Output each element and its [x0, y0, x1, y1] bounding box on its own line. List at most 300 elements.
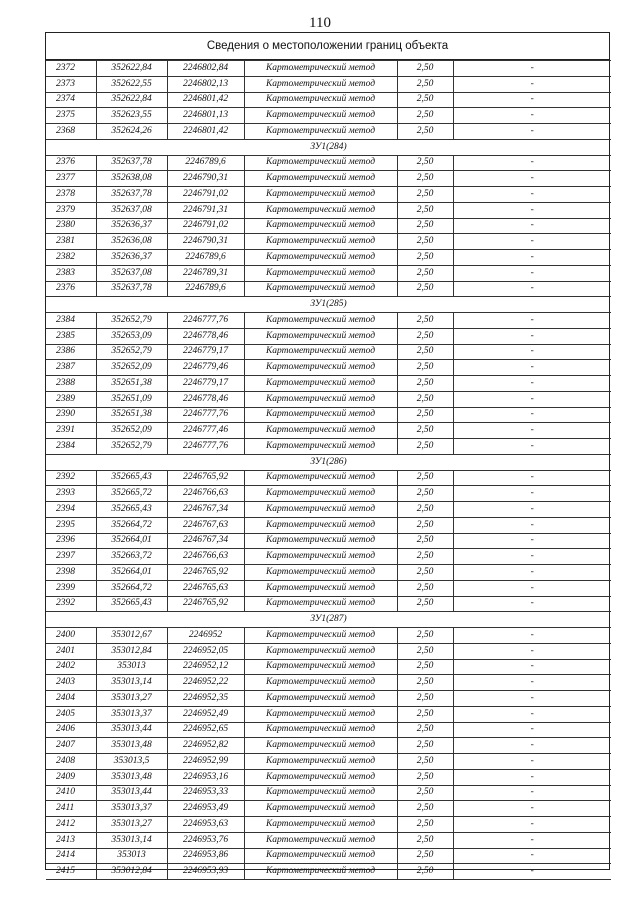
- x-coordinate-cell: 352637,78: [96, 187, 167, 203]
- y-coordinate-cell: 2246952: [167, 628, 244, 644]
- table-row: [46, 470, 611, 486]
- method-cell: Картометрический метод: [244, 801, 397, 817]
- x-coordinate-cell: 352664,01: [96, 533, 167, 549]
- table-row: [46, 706, 611, 722]
- boundary-points-body: [46, 61, 611, 880]
- description-cell: -: [453, 124, 611, 140]
- boundary-points-table: [46, 60, 611, 880]
- x-coordinate-cell: 352622,84: [96, 92, 167, 108]
- method-cell: Картометрический метод: [244, 155, 397, 171]
- y-coordinate-cell: 2246779,17: [167, 344, 244, 360]
- point-number-cell: 2406: [46, 722, 96, 738]
- section-label: ЗУ1(287): [46, 612, 611, 628]
- method-cell: Картометрический метод: [244, 328, 397, 344]
- x-coordinate-cell: 352665,43: [96, 502, 167, 518]
- accuracy-cell: 2,50: [397, 580, 453, 596]
- y-coordinate-cell: 2246952,22: [167, 675, 244, 691]
- accuracy-cell: 2,50: [397, 832, 453, 848]
- accuracy-cell: 2,50: [397, 423, 453, 439]
- x-coordinate-cell: 353013,5: [96, 754, 167, 770]
- description-cell: -: [453, 517, 611, 533]
- description-cell: -: [453, 502, 611, 518]
- y-coordinate-cell: 2246778,46: [167, 391, 244, 407]
- point-number-cell: 2409: [46, 769, 96, 785]
- x-coordinate-cell: 352638,08: [96, 171, 167, 187]
- method-cell: Картометрический метод: [244, 439, 397, 455]
- x-coordinate-cell: 353013,27: [96, 691, 167, 707]
- point-number-cell: 2394: [46, 502, 96, 518]
- section-header-row: [46, 139, 611, 155]
- table-row: [46, 565, 611, 581]
- y-coordinate-cell: 2246953,86: [167, 848, 244, 864]
- x-coordinate-cell: 352665,43: [96, 596, 167, 612]
- accuracy-cell: 2,50: [397, 124, 453, 140]
- description-cell: -: [453, 486, 611, 502]
- description-cell: -: [453, 376, 611, 392]
- description-cell: -: [453, 848, 611, 864]
- y-coordinate-cell: 2246766,63: [167, 486, 244, 502]
- y-coordinate-cell: 2246953,16: [167, 769, 244, 785]
- y-coordinate-cell: 2246952,82: [167, 738, 244, 754]
- x-coordinate-cell: 353012,84: [96, 643, 167, 659]
- accuracy-cell: 2,50: [397, 565, 453, 581]
- method-cell: Картометрический метод: [244, 832, 397, 848]
- point-number-cell: 2384: [46, 313, 96, 329]
- accuracy-cell: 2,50: [397, 187, 453, 203]
- description-cell: -: [453, 738, 611, 754]
- method-cell: Картометрический метод: [244, 218, 397, 234]
- description-cell: -: [453, 61, 611, 77]
- table-row: [46, 785, 611, 801]
- table-row: [46, 391, 611, 407]
- point-number-cell: 2376: [46, 281, 96, 297]
- description-cell: -: [453, 533, 611, 549]
- description-cell: -: [453, 470, 611, 486]
- x-coordinate-cell: 352663,72: [96, 549, 167, 565]
- description-cell: -: [453, 250, 611, 266]
- accuracy-cell: 2,50: [397, 533, 453, 549]
- point-number-cell: 2374: [46, 92, 96, 108]
- point-number-cell: 2381: [46, 234, 96, 250]
- method-cell: Картометрический метод: [244, 124, 397, 140]
- y-coordinate-cell: 2246801,42: [167, 92, 244, 108]
- y-coordinate-cell: 2246953,33: [167, 785, 244, 801]
- method-cell: Картометрический метод: [244, 76, 397, 92]
- y-coordinate-cell: 2246791,02: [167, 218, 244, 234]
- section-label: ЗУ1(285): [46, 297, 611, 313]
- x-coordinate-cell: 352652,79: [96, 344, 167, 360]
- accuracy-cell: 2,50: [397, 108, 453, 124]
- accuracy-cell: 2,50: [397, 691, 453, 707]
- y-coordinate-cell: 2246952,05: [167, 643, 244, 659]
- table-row: [46, 832, 611, 848]
- table-row: [46, 407, 611, 423]
- x-coordinate-cell: 352664,72: [96, 517, 167, 533]
- x-coordinate-cell: 352624,26: [96, 124, 167, 140]
- method-cell: Картометрический метод: [244, 848, 397, 864]
- y-coordinate-cell: 2246790,31: [167, 171, 244, 187]
- y-coordinate-cell: 2246766,63: [167, 549, 244, 565]
- table-row: [46, 738, 611, 754]
- point-number-cell: 2392: [46, 470, 96, 486]
- description-cell: -: [453, 628, 611, 644]
- x-coordinate-cell: 352636,37: [96, 218, 167, 234]
- description-cell: -: [453, 313, 611, 329]
- method-cell: Картометрический метод: [244, 281, 397, 297]
- table-row: [46, 313, 611, 329]
- description-cell: -: [453, 722, 611, 738]
- y-coordinate-cell: 2246777,76: [167, 407, 244, 423]
- table-row: [46, 423, 611, 439]
- accuracy-cell: 2,50: [397, 407, 453, 423]
- accuracy-cell: 2,50: [397, 738, 453, 754]
- x-coordinate-cell: 353013,48: [96, 738, 167, 754]
- y-coordinate-cell: 2246953,49: [167, 801, 244, 817]
- method-cell: Картометрический метод: [244, 376, 397, 392]
- x-coordinate-cell: 352651,38: [96, 376, 167, 392]
- accuracy-cell: 2,50: [397, 155, 453, 171]
- y-coordinate-cell: 2246767,63: [167, 517, 244, 533]
- table-row: [46, 218, 611, 234]
- description-cell: -: [453, 864, 611, 880]
- y-coordinate-cell: 2246801,13: [167, 108, 244, 124]
- y-coordinate-cell: 2246765,92: [167, 596, 244, 612]
- table-row: [46, 643, 611, 659]
- y-coordinate-cell: 2246791,02: [167, 187, 244, 203]
- y-coordinate-cell: 2246952,99: [167, 754, 244, 770]
- description-cell: -: [453, 202, 611, 218]
- description-cell: -: [453, 706, 611, 722]
- accuracy-cell: 2,50: [397, 864, 453, 880]
- y-coordinate-cell: 2246765,92: [167, 470, 244, 486]
- section-header-row: [46, 297, 611, 313]
- description-cell: -: [453, 832, 611, 848]
- method-cell: Картометрический метод: [244, 738, 397, 754]
- x-coordinate-cell: 353013: [96, 659, 167, 675]
- y-coordinate-cell: 2246791,31: [167, 202, 244, 218]
- method-cell: Картометрический метод: [244, 92, 397, 108]
- accuracy-cell: 2,50: [397, 313, 453, 329]
- accuracy-cell: 2,50: [397, 61, 453, 77]
- description-cell: -: [453, 281, 611, 297]
- accuracy-cell: 2,50: [397, 202, 453, 218]
- x-coordinate-cell: 353013: [96, 848, 167, 864]
- x-coordinate-cell: 352665,43: [96, 470, 167, 486]
- description-cell: -: [453, 754, 611, 770]
- x-coordinate-cell: 352665,72: [96, 486, 167, 502]
- accuracy-cell: 2,50: [397, 218, 453, 234]
- y-coordinate-cell: 2246765,92: [167, 565, 244, 581]
- x-coordinate-cell: 353012,84: [96, 864, 167, 880]
- method-cell: Картометрический метод: [244, 628, 397, 644]
- table-row: [46, 596, 611, 612]
- x-coordinate-cell: 352653,09: [96, 328, 167, 344]
- description-cell: -: [453, 691, 611, 707]
- table-row: [46, 265, 611, 281]
- y-coordinate-cell: 2246952,49: [167, 706, 244, 722]
- table-row: [46, 549, 611, 565]
- x-coordinate-cell: 352636,08: [96, 234, 167, 250]
- table-row: [46, 155, 611, 171]
- accuracy-cell: 2,50: [397, 439, 453, 455]
- point-number-cell: 2412: [46, 817, 96, 833]
- method-cell: Картометрический метод: [244, 565, 397, 581]
- table-row: [46, 754, 611, 770]
- accuracy-cell: 2,50: [397, 643, 453, 659]
- table-row: [46, 864, 611, 880]
- accuracy-cell: 2,50: [397, 344, 453, 360]
- accuracy-cell: 2,50: [397, 360, 453, 376]
- table-row: [46, 92, 611, 108]
- x-coordinate-cell: 353013,14: [96, 675, 167, 691]
- accuracy-cell: 2,50: [397, 628, 453, 644]
- table-row: [46, 769, 611, 785]
- x-coordinate-cell: 353012,67: [96, 628, 167, 644]
- table-row: [46, 234, 611, 250]
- method-cell: Картометрический метод: [244, 265, 397, 281]
- point-number-cell: 2390: [46, 407, 96, 423]
- table-title: Сведения о местоположении границ объекта: [46, 33, 609, 60]
- x-coordinate-cell: 352652,09: [96, 423, 167, 439]
- description-cell: -: [453, 76, 611, 92]
- x-coordinate-cell: 353013,48: [96, 769, 167, 785]
- table-row: [46, 659, 611, 675]
- table-row: [46, 517, 611, 533]
- method-cell: Картометрический метод: [244, 313, 397, 329]
- point-number-cell: 2368: [46, 124, 96, 140]
- point-number-cell: 2372: [46, 61, 96, 77]
- point-number-cell: 2373: [46, 76, 96, 92]
- y-coordinate-cell: 2246952,35: [167, 691, 244, 707]
- description-cell: -: [453, 344, 611, 360]
- description-cell: -: [453, 785, 611, 801]
- description-cell: -: [453, 439, 611, 455]
- y-coordinate-cell: 2246953,93: [167, 864, 244, 880]
- y-coordinate-cell: 2246789,6: [167, 281, 244, 297]
- description-cell: -: [453, 801, 611, 817]
- y-coordinate-cell: 2246779,17: [167, 376, 244, 392]
- x-coordinate-cell: 352652,09: [96, 360, 167, 376]
- y-coordinate-cell: 2246801,42: [167, 124, 244, 140]
- point-number-cell: 2380: [46, 218, 96, 234]
- method-cell: Картометрический метод: [244, 691, 397, 707]
- y-coordinate-cell: 2246790,31: [167, 234, 244, 250]
- method-cell: Картометрический метод: [244, 108, 397, 124]
- method-cell: Картометрический метод: [244, 502, 397, 518]
- description-cell: -: [453, 218, 611, 234]
- accuracy-cell: 2,50: [397, 785, 453, 801]
- x-coordinate-cell: 352651,38: [96, 407, 167, 423]
- method-cell: Картометрический метод: [244, 643, 397, 659]
- x-coordinate-cell: 352652,79: [96, 313, 167, 329]
- x-coordinate-cell: 352623,55: [96, 108, 167, 124]
- accuracy-cell: 2,50: [397, 848, 453, 864]
- point-number-cell: 2397: [46, 549, 96, 565]
- description-cell: -: [453, 187, 611, 203]
- point-number-cell: 2386: [46, 344, 96, 360]
- y-coordinate-cell: 2246777,76: [167, 313, 244, 329]
- accuracy-cell: 2,50: [397, 328, 453, 344]
- method-cell: Картометрический метод: [244, 722, 397, 738]
- accuracy-cell: 2,50: [397, 76, 453, 92]
- accuracy-cell: 2,50: [397, 596, 453, 612]
- description-cell: -: [453, 580, 611, 596]
- point-number-cell: 2378: [46, 187, 96, 203]
- table-row: [46, 376, 611, 392]
- point-number-cell: 2414: [46, 848, 96, 864]
- method-cell: Картометрический метод: [244, 360, 397, 376]
- table-row: [46, 817, 611, 833]
- point-number-cell: 2387: [46, 360, 96, 376]
- y-coordinate-cell: 2246767,34: [167, 533, 244, 549]
- x-coordinate-cell: 352637,08: [96, 265, 167, 281]
- accuracy-cell: 2,50: [397, 234, 453, 250]
- y-coordinate-cell: 2246952,65: [167, 722, 244, 738]
- table-row: [46, 848, 611, 864]
- accuracy-cell: 2,50: [397, 391, 453, 407]
- method-cell: Картометрический метод: [244, 769, 397, 785]
- point-number-cell: 2384: [46, 439, 96, 455]
- page-number: 110: [309, 15, 331, 31]
- accuracy-cell: 2,50: [397, 675, 453, 691]
- y-coordinate-cell: 2246777,46: [167, 423, 244, 439]
- x-coordinate-cell: 352651,09: [96, 391, 167, 407]
- x-coordinate-cell: 353013,27: [96, 817, 167, 833]
- point-number-cell: 2389: [46, 391, 96, 407]
- y-coordinate-cell: 2246778,46: [167, 328, 244, 344]
- point-number-cell: 2388: [46, 376, 96, 392]
- table-row: [46, 722, 611, 738]
- method-cell: Картометрический метод: [244, 344, 397, 360]
- point-number-cell: 2399: [46, 580, 96, 596]
- method-cell: Картометрический метод: [244, 549, 397, 565]
- description-cell: -: [453, 817, 611, 833]
- point-number-cell: 2407: [46, 738, 96, 754]
- description-cell: -: [453, 549, 611, 565]
- table-row: [46, 344, 611, 360]
- point-number-cell: 2392: [46, 596, 96, 612]
- point-number-cell: 2376: [46, 155, 96, 171]
- accuracy-cell: 2,50: [397, 470, 453, 486]
- table-row: [46, 171, 611, 187]
- point-number-cell: 2391: [46, 423, 96, 439]
- point-number-cell: 2411: [46, 801, 96, 817]
- table-row: [46, 328, 611, 344]
- x-coordinate-cell: 352636,37: [96, 250, 167, 266]
- x-coordinate-cell: 353013,37: [96, 706, 167, 722]
- point-number-cell: 2385: [46, 328, 96, 344]
- x-coordinate-cell: 353013,44: [96, 785, 167, 801]
- description-cell: -: [453, 643, 611, 659]
- section-header-row: [46, 612, 611, 628]
- point-number-cell: 2379: [46, 202, 96, 218]
- method-cell: Картометрический метод: [244, 817, 397, 833]
- boundary-table-sheet: [45, 32, 610, 877]
- table-row: [46, 360, 611, 376]
- accuracy-cell: 2,50: [397, 754, 453, 770]
- method-cell: Картометрический метод: [244, 486, 397, 502]
- description-cell: -: [453, 769, 611, 785]
- point-number-cell: 2382: [46, 250, 96, 266]
- point-number-cell: 2393: [46, 486, 96, 502]
- x-coordinate-cell: 352664,01: [96, 565, 167, 581]
- description-cell: -: [453, 596, 611, 612]
- table-row: [46, 801, 611, 817]
- table-row: [46, 580, 611, 596]
- table-row: [46, 281, 611, 297]
- point-number-cell: 2377: [46, 171, 96, 187]
- description-cell: -: [453, 328, 611, 344]
- point-number-cell: 2408: [46, 754, 96, 770]
- x-coordinate-cell: 352652,79: [96, 439, 167, 455]
- method-cell: Картометрический метод: [244, 517, 397, 533]
- accuracy-cell: 2,50: [397, 171, 453, 187]
- point-number-cell: 2413: [46, 832, 96, 848]
- method-cell: Картометрический метод: [244, 61, 397, 77]
- y-coordinate-cell: 2246953,76: [167, 832, 244, 848]
- accuracy-cell: 2,50: [397, 281, 453, 297]
- y-coordinate-cell: 2246789,6: [167, 155, 244, 171]
- table-row: [46, 124, 611, 140]
- method-cell: Картометрический метод: [244, 470, 397, 486]
- description-cell: -: [453, 407, 611, 423]
- method-cell: Картометрический метод: [244, 533, 397, 549]
- method-cell: Картометрический метод: [244, 659, 397, 675]
- accuracy-cell: 2,50: [397, 376, 453, 392]
- table-row: [46, 628, 611, 644]
- point-number-cell: 2415: [46, 864, 96, 880]
- point-number-cell: 2383: [46, 265, 96, 281]
- accuracy-cell: 2,50: [397, 706, 453, 722]
- point-number-cell: 2402: [46, 659, 96, 675]
- method-cell: Картометрический метод: [244, 234, 397, 250]
- table-row: [46, 691, 611, 707]
- point-number-cell: 2398: [46, 565, 96, 581]
- table-row: [46, 486, 611, 502]
- method-cell: Картометрический метод: [244, 754, 397, 770]
- point-number-cell: 2401: [46, 643, 96, 659]
- table-row: [46, 502, 611, 518]
- y-coordinate-cell: 2246777,76: [167, 439, 244, 455]
- method-cell: Картометрический метод: [244, 391, 397, 407]
- description-cell: -: [453, 92, 611, 108]
- point-number-cell: 2404: [46, 691, 96, 707]
- y-coordinate-cell: 2246802,84: [167, 61, 244, 77]
- point-number-cell: 2403: [46, 675, 96, 691]
- table-row: [46, 187, 611, 203]
- method-cell: Картометрический метод: [244, 171, 397, 187]
- accuracy-cell: 2,50: [397, 502, 453, 518]
- accuracy-cell: 2,50: [397, 801, 453, 817]
- description-cell: -: [453, 675, 611, 691]
- description-cell: -: [453, 423, 611, 439]
- x-coordinate-cell: 352637,78: [96, 281, 167, 297]
- accuracy-cell: 2,50: [397, 722, 453, 738]
- description-cell: -: [453, 360, 611, 376]
- method-cell: Картометрический метод: [244, 250, 397, 266]
- y-coordinate-cell: 2246779,46: [167, 360, 244, 376]
- description-cell: -: [453, 565, 611, 581]
- method-cell: Картометрический метод: [244, 675, 397, 691]
- y-coordinate-cell: 2246802,13: [167, 76, 244, 92]
- accuracy-cell: 2,50: [397, 769, 453, 785]
- table-row: [46, 533, 611, 549]
- method-cell: Картометрический метод: [244, 407, 397, 423]
- point-number-cell: 2375: [46, 108, 96, 124]
- x-coordinate-cell: 353013,44: [96, 722, 167, 738]
- description-cell: -: [453, 171, 611, 187]
- description-cell: -: [453, 391, 611, 407]
